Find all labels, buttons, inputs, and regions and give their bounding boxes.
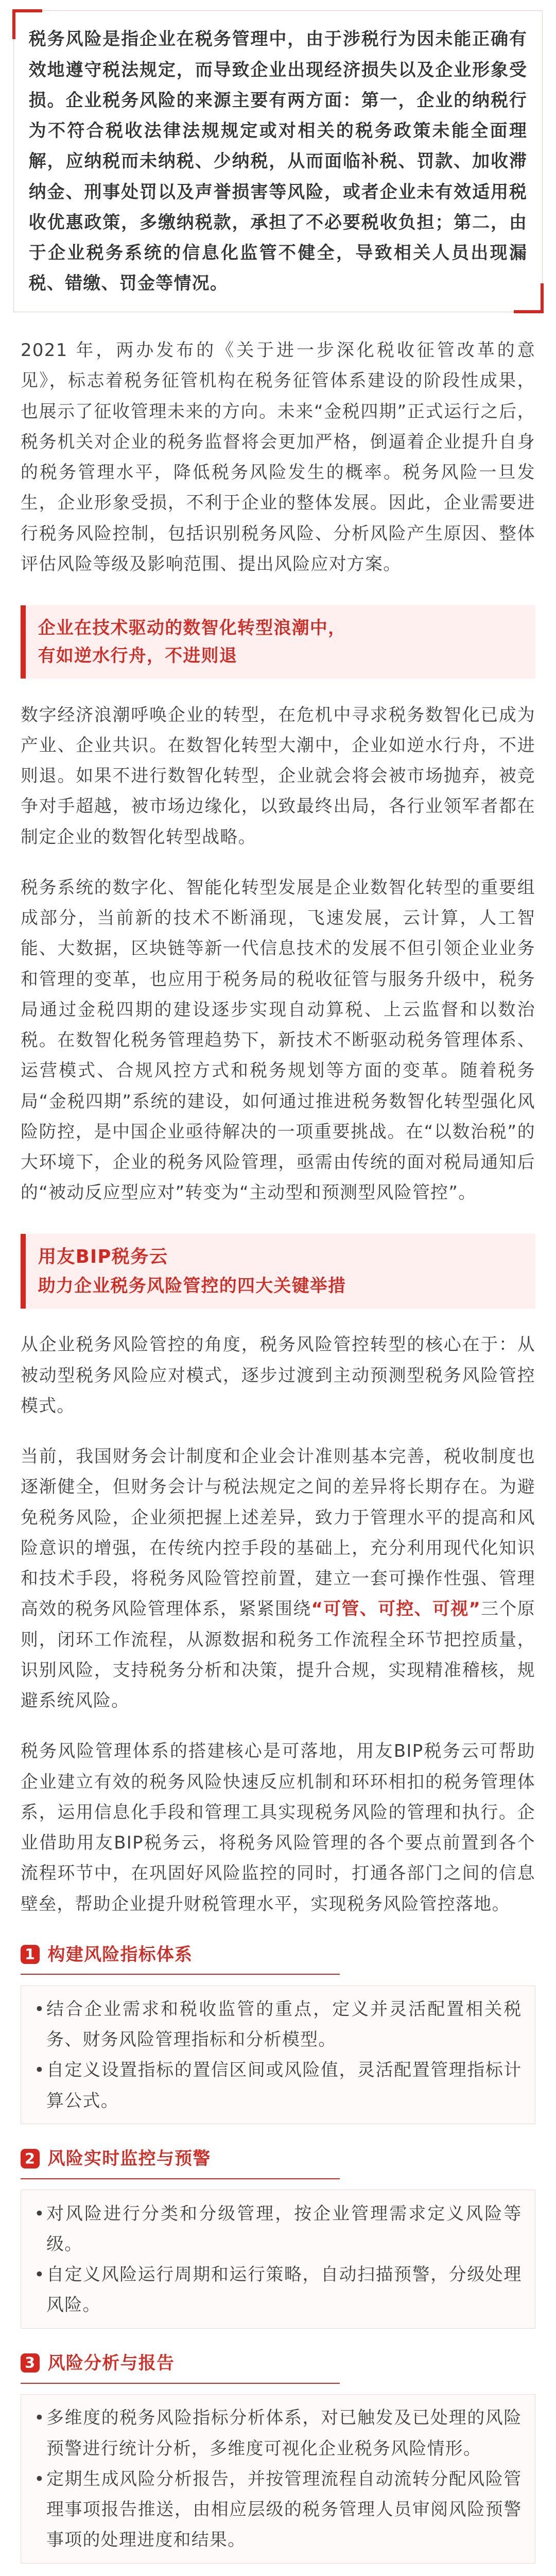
paragraph-implementation: 税务风险管理体系的搭建核心是可落地，用友BIP税务云可帮助企业建立有效的税务风险快速反应机制和环环相扣的税务管理体系，运用信息化手段和管理工具实现税务风险的管理和执行。企业借助用友BIP税务云，将税务风险管理的各个要点前置到各个流程环节中，在巩固好风险监控的同时，打通各部门之间的信息壁垒，帮助企业提升财税管理水平，实现税务风险管控落地。 bbox=[21, 1741, 535, 1914]
section-heading-transformation bbox=[21, 605, 535, 679]
measure-item: • 结合企业需求和税收监管的重点，定义并灵活配置相关税务、财务风险管理指标和分析模型。 bbox=[34, 1994, 522, 2055]
measure-1 bbox=[21, 1939, 535, 2124]
measure-title: 风险实时监控与预警 bbox=[47, 2148, 211, 2169]
measure-items-box bbox=[21, 2394, 535, 2564]
measure-items-box bbox=[21, 2190, 535, 2328]
section-heading-bip-tax-cloud bbox=[21, 1234, 535, 1308]
section-heading-line-2: 有如逆水行舟，不进则退 bbox=[38, 645, 238, 666]
measure-3 bbox=[21, 2348, 535, 2564]
measure-item: • 定期生成风险分析报告，并按管理流程自动流转分配风险管理事项报告推送，由相应层级的税务管理人员审阅风险预警事项的处理进度和结果。 bbox=[34, 2464, 522, 2555]
measure-item: • 多维度的税务风险指标分析体系，对已触发及已处理的风险预警进行统计分析，多维度可视化企业税务风险情形。 bbox=[34, 2402, 522, 2464]
measure-items-box bbox=[21, 1986, 535, 2124]
corner-bracket-top-left bbox=[12, 9, 42, 39]
paragraph-digital-economy: 数字经济浪潮呼唤企业的转型，在危机中寻求税务数智化已成为产业、企业共识。在数智化转型大潮中，企业如逆水行舟，不进则退。如果不进行数智化转型，企业就会将会被市场抛弃，被竞争对手超越，被市场边缘化，以致最终出局，各行业领军者都在制定企业的数智化转型战略。 bbox=[21, 704, 535, 847]
measure-title: 构建风险指标体系 bbox=[47, 1944, 193, 1964]
measure-item: • 自定义设置指标的置信区间或风险值，灵活配置管理指标计算公式。 bbox=[34, 2055, 522, 2116]
paragraph-tax-system-transformation: 税务系统的数字化、智能化转型发展是企业数智化转型的重要组成部分，当前新的技术不断涌现，飞速发展，云计算，人工智能、大数据，区块链等新一代信息技术的发展不但引领企业业务和管理的变革，也应用于税务局的税收征管与服务升级中，税务局通过金税四期的建设逐步实现自动算税、上云监督和以数治税。在数智化税务管理趋势下，新技术不断驱动税务管理体系、运营模式、合规风控方式和税务规划等方面的变革。随着税务局“金税四期”系统的建设，如何通过推进税务数智化转型强化风险防控，是中国企业亟待解决的一项重要挑战。在“以数治税”的大环境下，企业的税务风险管理，亟需由传统的面对税局通知后的“被动反应型应对”转变为“主动型和预测型风险管控”。 bbox=[21, 877, 535, 1203]
measure-item: • 对风险进行分类和分级管理，按企业管理需求定义风险等级。 bbox=[34, 2198, 522, 2260]
measure-number-badge: 3 bbox=[21, 2353, 40, 2372]
paragraph-text-after: 三个原则，闭环工作流程，从源数据和税务工作流程全环节把控质量，识别风险，支持税务分析和决策，提升合规，实现精准稽核，规避系统风险。 bbox=[21, 1599, 535, 1711]
measure-2 bbox=[21, 2143, 535, 2328]
section-heading-line-1: 用友BIP税务云 bbox=[38, 1246, 168, 1268]
measure-heading bbox=[21, 2348, 340, 2384]
measure-heading bbox=[21, 1939, 340, 1975]
paragraph-text-before: 当前，我国财务会计制度和企业会计准则基本完善，税收制度也逐渐健全，但财务会计与税法规定之间的差异将长期存在。为避免税务风险，企业须把握上述差异，致力于管理水平的提高和风险意识的增强，在传统内控手段的基础上，充分利用现代化知识和技术手段，将税务风险管控前置，建立一套可操作性强、管理高效的税务风险管理体系，紧紧围绕 bbox=[21, 1446, 535, 1619]
intro-text: 税务风险是指企业在税务管理中，由于涉税行为因未能正确有效地遵守税法规定，而导致企业出现经济损失以及企业形象受损。企业税务风险的来源主要有两方面：第一，企业的纳税行为不符合税收法律法规规定或对相关的税务政策未能全面理解，应纳税而未纳税、少纳税，从而面临补税、罚款、加收滞纳金、刑事处罚以及声誉损害等风险，或者企业未有效适用税收优惠政策，多缴纳税款，承担了不必要税收负担；第二，由于企业税务系统的信息化监管不健全，导致相关人员出现漏税、错缴、罚金等情况。 bbox=[28, 29, 528, 294]
intro-summary-box bbox=[13, 10, 543, 312]
measure-item: • 自定义风险运行周期和运行策略，自动扫描预警，分级处理风险。 bbox=[34, 2259, 522, 2320]
measure-number-badge: 1 bbox=[21, 1945, 40, 1964]
measure-title: 风险分析与报告 bbox=[47, 2353, 175, 2374]
measure-heading bbox=[21, 2143, 340, 2179]
measure-number-badge: 2 bbox=[21, 2149, 40, 2168]
highlight-three-principles: “可管、可控、可视” bbox=[311, 1599, 481, 1619]
corner-bracket-bottom-right bbox=[514, 283, 544, 313]
paragraph-core-of-transformation: 从企业税务风险管控的角度，税务风险管控转型的核心在于：从被动型税务风险应对模式，逐步过渡到主动预测型税务风险管控模式。 bbox=[21, 1334, 535, 1416]
section-heading-line-1: 企业在技术驱动的数智化转型浪潮中， bbox=[38, 617, 346, 638]
paragraph-policy-background: 2021 年，两办发布的《关于进一步深化税收征管改革的意见》，标志着税务征管机构在税务征管体系建设的阶段性成果，也展示了征收管理未来的方向。未来“金税四期”正式运行之后，税务机关对企业的税务监督将会更加严格，倒逼着企业提升自身的税务管理水平，降低税务风险发生的概率。税务风险一旦发生，企业形象受损，不利于企业的整体发展。因此，企业需要进行税务风险控制，包括识别税务风险、分析风险产生原因、整体评估风险等级及影响范围、提出风险应对方案。 bbox=[21, 340, 535, 574]
section-heading-line-2: 助力企业税务风险管控的四大关键举措 bbox=[38, 1275, 346, 1296]
paragraph-risk-management-system bbox=[21, 1441, 535, 1716]
